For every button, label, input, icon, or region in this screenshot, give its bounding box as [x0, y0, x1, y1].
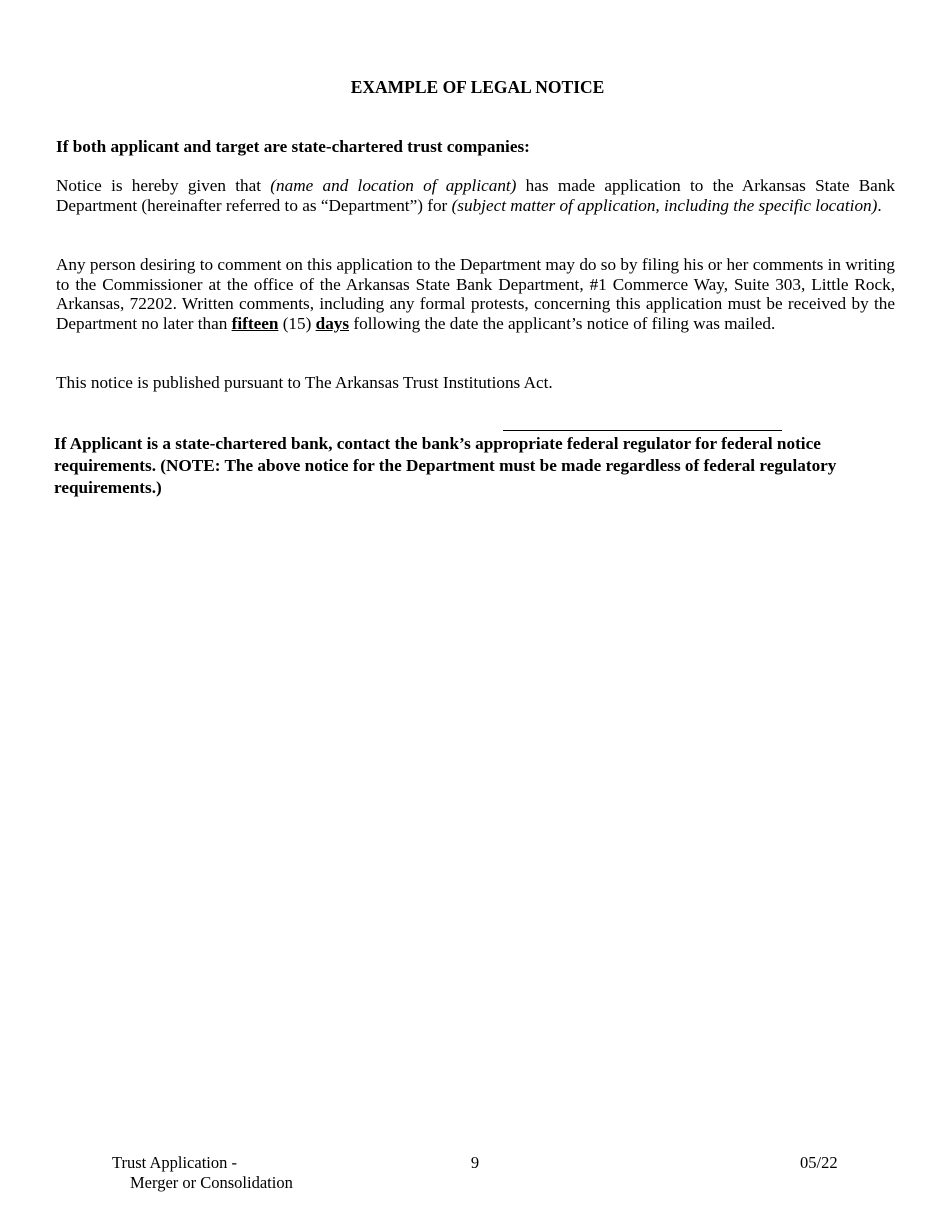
- footer-revision-date: 05/22: [800, 1153, 838, 1172]
- text-run: Notice is hereby given that: [56, 176, 271, 195]
- placeholder-subject-matter: (subject matter of application, including the specific location): [451, 195, 878, 215]
- signature-line: [503, 430, 782, 431]
- text-run: has made application to the Arkansas State Bank Department (hereinafter referred to as “Department”) for: [56, 176, 896, 215]
- notice-paragraph: [56, 176, 895, 215]
- section-subheading: If both applicant and target are state-chartered trust companies:: [56, 137, 530, 156]
- footer-page-number: 9: [470, 1153, 480, 1172]
- placeholder-applicant: (name and location of applicant): [270, 176, 517, 195]
- federal-notice-note: If Applicant is a state-chartered bank, contact the bank’s appropriate federal regulator for federal notice requirements. (NOTE: The above notice for the Department must be made regardless of federal regulatory requirements.): [54, 434, 837, 497]
- emphasis-days: days: [315, 313, 350, 333]
- text-run: following the date the applicant’s notice of filing was mailed.: [349, 313, 776, 333]
- text-run: (15): [278, 313, 316, 333]
- comment-paragraph: [56, 255, 895, 333]
- footer-form-subtitle: Merger or Consolidation: [130, 1173, 293, 1192]
- footer-form-name: Trust Application -: [112, 1153, 237, 1172]
- emphasis-fifteen: fifteen: [231, 313, 279, 333]
- authority-paragraph: This notice is published pursuant to The Arkansas Trust Institutions Act.: [56, 373, 553, 392]
- text-run: .: [877, 195, 882, 215]
- text-run: Any person desiring to comment on this application to the Department may do so by filing his or her comments in writing to the Commissioner at the office of the Arkansas State Bank Department, #1 Commerce Way, Suite 303, Little Rock, Arkansas, 72202. Written comments, including any formal protests, concerning this application must be received by the Department no later than: [56, 255, 895, 333]
- document-title: EXAMPLE OF LEGAL NOTICE: [350, 77, 605, 97]
